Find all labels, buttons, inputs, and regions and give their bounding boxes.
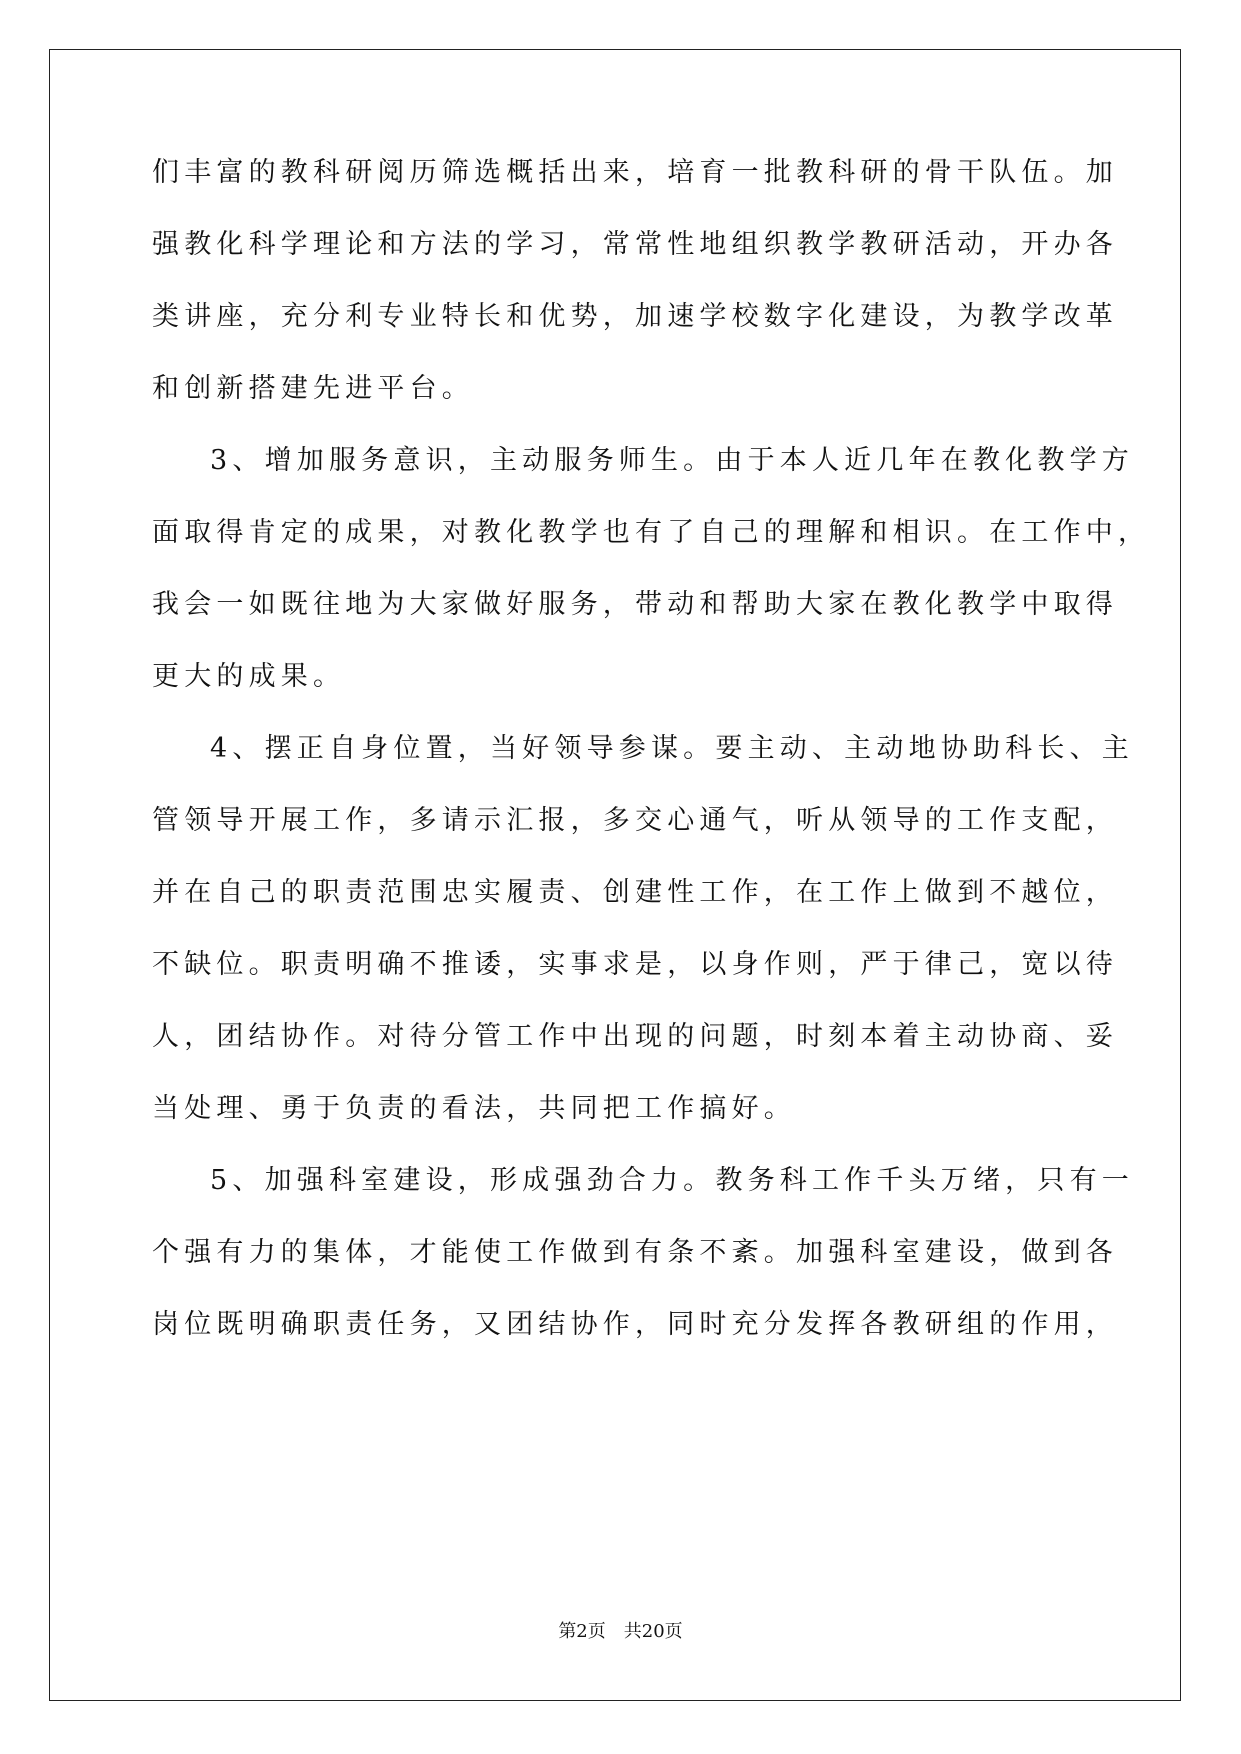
paragraph-3-line-4: 不缺位。职责明确不推诿，实事求是，以身作则，严于律己，宽以待 [152,949,1118,980]
paragraph-1-line-4: 和创新搭建先进平台。 [152,373,474,404]
paragraph-3-line-3: 并在自己的职责范围忠实履责、创建性工作，在工作上做到不越位， [152,877,1118,908]
paragraph-1-line-3: 类讲座，充分利专业特长和优势，加速学校数字化建设，为教学改革 [152,301,1118,332]
paragraph-3-line-1: 4、摆正自身位置，当好领导参谋。要主动、主动地协助科长、主 [210,733,1134,764]
page-border [49,49,1181,1701]
paragraph-2-line-3: 我会一如既往地为大家做好服务，带动和帮助大家在教化教学中取得 [152,589,1118,620]
page-number: 第2页 [558,1621,606,1642]
page-total: 共20页 [623,1621,683,1642]
paragraph-3-line-5: 人，团结协作。对待分管工作中出现的问题，时刻本着主动协商、妥 [152,1021,1118,1052]
paragraph-4-line-1: 5、加强科室建设，形成强劲合力。教务科工作千头万绪，只有一 [210,1165,1134,1196]
paragraph-1-line-2: 强教化科学理论和方法的学习，常常性地组织教学教研活动，开办各 [152,229,1118,260]
paragraph-4-line-2: 个强有力的集体，才能使工作做到有条不紊。加强科室建设，做到各 [152,1237,1118,1268]
page-footer [0,1617,1241,1643]
paragraph-2-line-1: 3、增加服务意识，主动服务师生。由于本人近几年在教化教学方 [210,445,1134,476]
paragraph-1-line-1: 们丰富的教科研阅历筛选概括出来，培育一批教科研的骨干队伍。加 [152,157,1118,188]
paragraph-2-line-4: 更大的成果。 [152,661,346,692]
paragraph-3-line-6: 当处理、勇于负责的看法，共同把工作搞好。 [152,1093,796,1124]
paragraph-4-line-3: 岗位既明确职责任务，又团结协作，同时充分发挥各教研组的作用， [152,1309,1118,1340]
paragraph-2-line-2: 面取得肯定的成果，对教化教学也有了自己的理解和相识。在工作中， [152,517,1151,548]
paragraph-3-line-2: 管领导开展工作，多请示汇报，多交心通气，听从领导的工作支配， [152,805,1118,836]
